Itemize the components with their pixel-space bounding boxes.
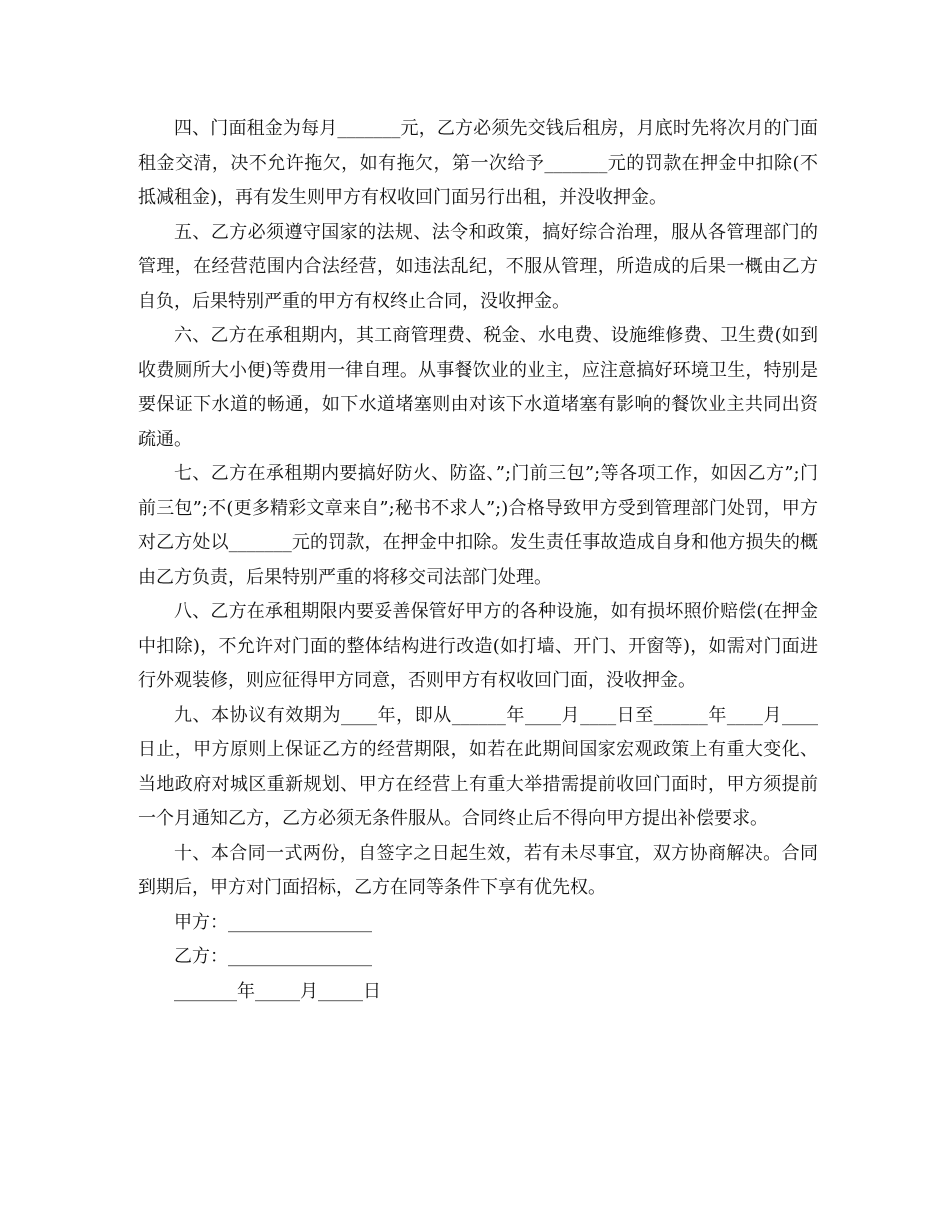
clause-8-paragraph: 八、乙方在承租期限内要妥善保管好甲方的各种设施，如有损坏照价赔偿(在押金中扣除)，不允许对门面的整体结构进行改造(如打墙、开门、开窗等)，如需对门面进行外观装修，则应征得甲方同意，否则甲方有权收回门面，没收押金。 xyxy=(138,601,818,691)
party-b-signature-line: 乙方：________________ xyxy=(174,946,372,967)
clause-6-paragraph: 六、乙方在承租期内，其工商管理费、税金、水电费、设施维修费、卫生费(如到收费厕所大小便)等费用一律自理。从事餐饮业的业主，应注意搞好环境卫生，特别是要保证下水道的畅通，如下水道堵塞则由对该下水道堵塞有影响的餐饮业主共同出资疏通。 xyxy=(138,325,818,450)
contract-page xyxy=(138,112,818,1009)
clause-9-paragraph: 九、本协议有效期为____年，即从______年____月____日至______年____月____日止，甲方原则上保证乙方的经营期限，如若在此期间国家宏观政策上有重大变化、当地政府对城区重新规划、甲方在经营上有重大举措需提前收回门面时，甲方须提前一个月通知乙方，乙方必须无条件服从。合同终止后不得向甲方提出补偿要求。 xyxy=(138,704,818,829)
party-a-signature-line: 甲方：________________ xyxy=(174,911,372,933)
clause-7-paragraph: 七、乙方在承租期内要搞好防火、防盗、”;门前三包”;等各项工作，如因乙方”;门前三包”;不(更多精彩文章来自”;秘书不求人”;)合格导致甲方受到管理部门处罚，甲方对乙方处以_______元的罚款，在押金中扣除。发生责任事故造成自身和他方损失的概由乙方负责，后果特别严重的将移交司法部门处理。 xyxy=(138,463,818,588)
signing-date-line: _______年_____月_____日 xyxy=(174,980,381,1002)
clause-10-paragraph: 十、本合同一式两份，自签字之日起生效，若有未尽事宜，双方协商解决。合同到期后，甲方对门面招标，乙方在同等条件下享有优先权。 xyxy=(138,842,818,898)
clause-4-paragraph: 四、门面租金为每月_______元，乙方必须先交钱后租房，月底时先将次月的门面租金交清，决不允许拖欠，如有拖欠，第一次给予_______元的罚款在押金中扣除(不抵减租金)，再有发生则甲方有权收回门面另行出租，并没收押金。 xyxy=(138,118,818,208)
clause-5-paragraph: 五、乙方必须遵守国家的法规、法令和政策，搞好综合治理，服从各管理部门的管理，在经营范围内合法经营，如违法乱纪，不服从管理，所造成的后果一概由乙方自负，后果特别严重的甲方有权终止合同，没收押金。 xyxy=(138,221,818,312)
